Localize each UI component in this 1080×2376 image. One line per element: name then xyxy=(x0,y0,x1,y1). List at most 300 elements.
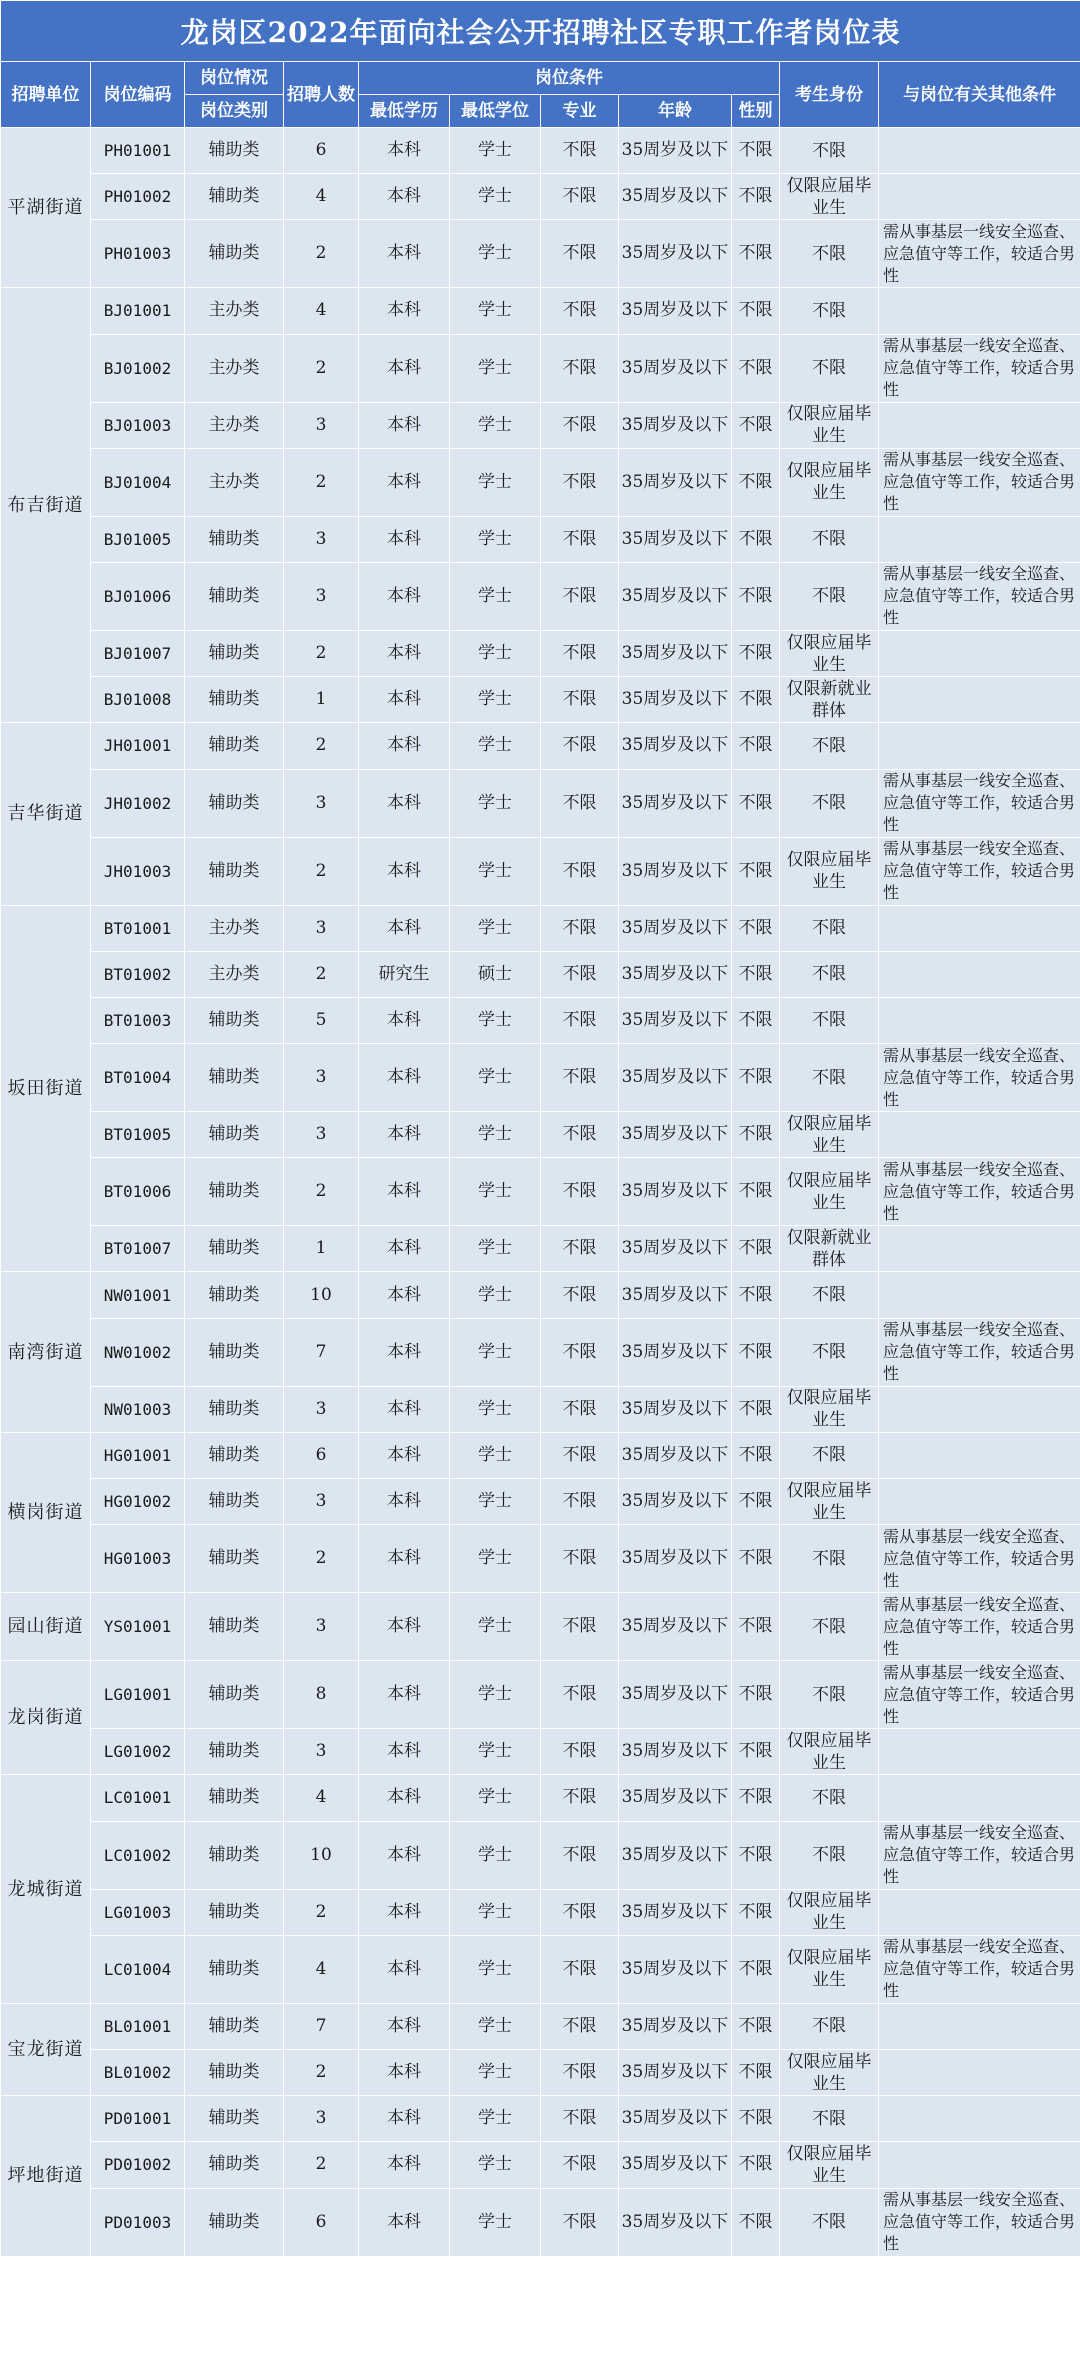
count-cell: 10 xyxy=(284,1272,359,1318)
unit-cell: 坪地街道 xyxy=(1,2096,91,2256)
gender-cell: 不限 xyxy=(732,334,780,402)
count-cell: 3 xyxy=(284,769,359,837)
other-conditions-cell xyxy=(879,677,1080,723)
other-conditions-cell xyxy=(879,288,1080,334)
degree-cell: 学士 xyxy=(450,1935,541,2003)
count-cell: 6 xyxy=(284,1432,359,1478)
other-conditions-cell xyxy=(879,1889,1080,1935)
gender-cell: 不限 xyxy=(732,1272,780,1318)
code-cell: BJ01002 xyxy=(91,334,185,402)
education-cell: 本科 xyxy=(359,677,450,723)
table-row xyxy=(1,1318,1080,1386)
table-row xyxy=(1,2142,1080,2188)
other-conditions-cell xyxy=(879,630,1080,676)
identity-cell: 仅限应届毕业生 xyxy=(780,837,879,905)
gender-cell: 不限 xyxy=(732,1593,780,1661)
other-conditions-cell: 需从事基层一线安全巡查、应急值守等工作，较适合男性 xyxy=(879,1525,1080,1593)
other-conditions-cell: 需从事基层一线安全巡查、应急值守等工作，较适合男性 xyxy=(879,1158,1080,1226)
code-cell: NW01001 xyxy=(91,1272,185,1318)
count-cell: 2 xyxy=(284,723,359,769)
degree-cell: 学士 xyxy=(450,174,541,220)
gender-cell: 不限 xyxy=(732,2188,780,2256)
unit-cell: 吉华街道 xyxy=(1,723,91,905)
age-cell: 35周岁及以下 xyxy=(619,1112,732,1158)
age-cell: 35周岁及以下 xyxy=(619,1272,732,1318)
education-cell: 本科 xyxy=(359,1386,450,1432)
count-cell: 2 xyxy=(284,1525,359,1593)
identity-cell: 不限 xyxy=(780,1661,879,1729)
other-conditions-cell xyxy=(879,1775,1080,1821)
table-row xyxy=(1,630,1080,676)
degree-cell: 学士 xyxy=(450,1729,541,1775)
degree-cell: 学士 xyxy=(450,128,541,174)
other-conditions-cell: 需从事基层一线安全巡查、应急值守等工作，较适合男性 xyxy=(879,2188,1080,2256)
major-cell: 不限 xyxy=(541,997,619,1043)
identity-cell: 仅限应届毕业生 xyxy=(780,630,879,676)
identity-cell: 不限 xyxy=(780,951,879,997)
identity-cell: 不限 xyxy=(780,128,879,174)
identity-cell: 不限 xyxy=(780,1432,879,1478)
age-cell: 35周岁及以下 xyxy=(619,1432,732,1478)
other-conditions-cell xyxy=(879,1226,1080,1272)
table-row xyxy=(1,2049,1080,2095)
category-cell: 辅助类 xyxy=(185,2142,284,2188)
count-cell: 5 xyxy=(284,997,359,1043)
code-cell: NW01003 xyxy=(91,1386,185,1432)
identity-cell: 仅限应届毕业生 xyxy=(780,2142,879,2188)
code-cell: BT01003 xyxy=(91,997,185,1043)
category-cell: 辅助类 xyxy=(185,220,284,288)
category-cell: 辅助类 xyxy=(185,1661,284,1729)
major-cell: 不限 xyxy=(541,562,619,630)
category-cell: 辅助类 xyxy=(185,2188,284,2256)
gender-cell: 不限 xyxy=(732,174,780,220)
count-cell: 3 xyxy=(284,516,359,562)
other-conditions-cell xyxy=(879,1479,1080,1525)
code-cell: JH01002 xyxy=(91,769,185,837)
gender-cell: 不限 xyxy=(732,516,780,562)
gender-cell: 不限 xyxy=(732,288,780,334)
category-cell: 辅助类 xyxy=(185,837,284,905)
code-cell: LG01002 xyxy=(91,1729,185,1775)
category-cell: 辅助类 xyxy=(185,1432,284,1478)
age-cell: 35周岁及以下 xyxy=(619,2003,732,2049)
count-cell: 1 xyxy=(284,677,359,723)
gender-cell: 不限 xyxy=(732,1226,780,1272)
degree-cell: 学士 xyxy=(450,2142,541,2188)
table-row xyxy=(1,677,1080,723)
other-conditions-cell xyxy=(879,402,1080,448)
age-cell: 35周岁及以下 xyxy=(619,1775,732,1821)
gender-cell: 不限 xyxy=(732,1729,780,1775)
education-cell: 本科 xyxy=(359,288,450,334)
count-cell: 3 xyxy=(284,562,359,630)
unit-cell: 布吉街道 xyxy=(1,288,91,723)
education-cell: 本科 xyxy=(359,1158,450,1226)
gender-cell: 不限 xyxy=(732,1318,780,1386)
age-cell: 35周岁及以下 xyxy=(619,128,732,174)
count-cell: 2 xyxy=(284,220,359,288)
count-cell: 3 xyxy=(284,1044,359,1112)
age-cell: 35周岁及以下 xyxy=(619,562,732,630)
identity-cell: 仅限应届毕业生 xyxy=(780,402,879,448)
category-cell: 辅助类 xyxy=(185,1112,284,1158)
major-cell: 不限 xyxy=(541,1593,619,1661)
degree-cell: 学士 xyxy=(450,1661,541,1729)
count-cell: 3 xyxy=(284,2096,359,2142)
identity-cell: 不限 xyxy=(780,997,879,1043)
unit-cell: 龙岗街道 xyxy=(1,1661,91,1775)
education-cell: 本科 xyxy=(359,1479,450,1525)
table-row xyxy=(1,1479,1080,1525)
gender-cell: 不限 xyxy=(732,1525,780,1593)
table-row xyxy=(1,1729,1080,1775)
age-cell: 35周岁及以下 xyxy=(619,334,732,402)
education-cell: 研究生 xyxy=(359,951,450,997)
education-cell: 本科 xyxy=(359,1889,450,1935)
education-cell: 本科 xyxy=(359,2049,450,2095)
code-cell: BT01005 xyxy=(91,1112,185,1158)
gender-cell: 不限 xyxy=(732,2003,780,2049)
code-cell: PD01003 xyxy=(91,2188,185,2256)
count-cell: 10 xyxy=(284,1821,359,1889)
count-cell: 2 xyxy=(284,951,359,997)
category-cell: 辅助类 xyxy=(185,1479,284,1525)
education-cell: 本科 xyxy=(359,220,450,288)
major-cell: 不限 xyxy=(541,951,619,997)
count-cell: 2 xyxy=(284,630,359,676)
identity-cell: 仅限应届毕业生 xyxy=(780,1935,879,2003)
table-row xyxy=(1,128,1080,174)
other-conditions-cell xyxy=(879,2049,1080,2095)
education-cell: 本科 xyxy=(359,516,450,562)
gender-cell: 不限 xyxy=(732,2096,780,2142)
gender-cell: 不限 xyxy=(732,769,780,837)
age-cell: 35周岁及以下 xyxy=(619,905,732,951)
major-cell: 不限 xyxy=(541,1386,619,1432)
category-cell: 辅助类 xyxy=(185,128,284,174)
identity-cell: 仅限应届毕业生 xyxy=(780,174,879,220)
table-row xyxy=(1,837,1080,905)
gender-cell: 不限 xyxy=(732,1889,780,1935)
education-cell: 本科 xyxy=(359,769,450,837)
table-body xyxy=(1,128,1080,2257)
degree-cell: 学士 xyxy=(450,1272,541,1318)
degree-cell: 学士 xyxy=(450,448,541,516)
major-cell: 不限 xyxy=(541,1044,619,1112)
other-conditions-cell xyxy=(879,723,1080,769)
code-cell: BJ01008 xyxy=(91,677,185,723)
code-cell: PH01003 xyxy=(91,220,185,288)
count-cell: 3 xyxy=(284,1593,359,1661)
code-cell: HG01002 xyxy=(91,1479,185,1525)
education-cell: 本科 xyxy=(359,128,450,174)
table-row xyxy=(1,2003,1080,2049)
identity-cell: 不限 xyxy=(780,334,879,402)
count-cell: 4 xyxy=(284,174,359,220)
age-cell: 35周岁及以下 xyxy=(619,677,732,723)
category-cell: 辅助类 xyxy=(185,630,284,676)
table-row xyxy=(1,1386,1080,1432)
degree-cell: 学士 xyxy=(450,516,541,562)
code-cell: PH01002 xyxy=(91,174,185,220)
other-conditions-cell xyxy=(879,128,1080,174)
education-cell: 本科 xyxy=(359,1272,450,1318)
major-cell: 不限 xyxy=(541,1226,619,1272)
table-row xyxy=(1,905,1080,951)
identity-cell: 不限 xyxy=(780,2188,879,2256)
count-cell: 3 xyxy=(284,1729,359,1775)
age-cell: 35周岁及以下 xyxy=(619,448,732,516)
table-row xyxy=(1,1525,1080,1593)
education-cell: 本科 xyxy=(359,174,450,220)
education-cell: 本科 xyxy=(359,1593,450,1661)
other-conditions-cell: 需从事基层一线安全巡查、应急值守等工作，较适合男性 xyxy=(879,334,1080,402)
major-cell: 不限 xyxy=(541,1525,619,1593)
gender-cell: 不限 xyxy=(732,1775,780,1821)
other-conditions-cell: 需从事基层一线安全巡查、应急值守等工作，较适合男性 xyxy=(879,1593,1080,1661)
table-row xyxy=(1,402,1080,448)
identity-cell: 不限 xyxy=(780,1272,879,1318)
identity-cell: 不限 xyxy=(780,2003,879,2049)
other-conditions-cell xyxy=(879,174,1080,220)
degree-cell: 学士 xyxy=(450,2096,541,2142)
other-conditions-cell: 需从事基层一线安全巡查、应急值守等工作，较适合男性 xyxy=(879,1935,1080,2003)
other-conditions-cell xyxy=(879,1432,1080,1478)
major-cell: 不限 xyxy=(541,1775,619,1821)
major-cell: 不限 xyxy=(541,1661,619,1729)
education-cell: 本科 xyxy=(359,1432,450,1478)
category-cell: 辅助类 xyxy=(185,1821,284,1889)
count-cell: 1 xyxy=(284,1226,359,1272)
unit-cell: 南湾街道 xyxy=(1,1272,91,1432)
code-cell: BJ01003 xyxy=(91,402,185,448)
gender-cell: 不限 xyxy=(732,677,780,723)
identity-cell: 不限 xyxy=(780,220,879,288)
table-row xyxy=(1,1272,1080,1318)
code-cell: BL01001 xyxy=(91,2003,185,2049)
degree-cell: 学士 xyxy=(450,1821,541,1889)
gender-cell: 不限 xyxy=(732,1158,780,1226)
other-conditions-cell: 需从事基层一线安全巡查、应急值守等工作，较适合男性 xyxy=(879,1661,1080,1729)
major-cell: 不限 xyxy=(541,905,619,951)
unit-cell: 宝龙街道 xyxy=(1,2003,91,2095)
education-cell: 本科 xyxy=(359,2142,450,2188)
education-cell: 本科 xyxy=(359,1226,450,1272)
other-conditions-cell: 需从事基层一线安全巡查、应急值守等工作，较适合男性 xyxy=(879,562,1080,630)
gender-cell: 不限 xyxy=(732,1432,780,1478)
code-cell: JH01001 xyxy=(91,723,185,769)
degree-cell: 学士 xyxy=(450,1525,541,1593)
header-category: 岗位类别 xyxy=(185,95,284,128)
code-cell: BJ01004 xyxy=(91,448,185,516)
major-cell: 不限 xyxy=(541,220,619,288)
table-row xyxy=(1,516,1080,562)
table-row xyxy=(1,1044,1080,1112)
category-cell: 辅助类 xyxy=(185,174,284,220)
category-cell: 辅助类 xyxy=(185,1226,284,1272)
count-cell: 2 xyxy=(284,334,359,402)
unit-cell: 横岗街道 xyxy=(1,1432,91,1592)
identity-cell: 不限 xyxy=(780,516,879,562)
degree-cell: 学士 xyxy=(450,1479,541,1525)
major-cell: 不限 xyxy=(541,2096,619,2142)
gender-cell: 不限 xyxy=(732,723,780,769)
degree-cell: 学士 xyxy=(450,1386,541,1432)
count-cell: 3 xyxy=(284,905,359,951)
major-cell: 不限 xyxy=(541,1889,619,1935)
table-row xyxy=(1,562,1080,630)
count-cell: 6 xyxy=(284,2188,359,2256)
category-cell: 辅助类 xyxy=(185,1044,284,1112)
gender-cell: 不限 xyxy=(732,1386,780,1432)
gender-cell: 不限 xyxy=(732,220,780,288)
table-row xyxy=(1,1112,1080,1158)
category-cell: 辅助类 xyxy=(185,1386,284,1432)
header-gender: 性别 xyxy=(732,95,780,128)
unit-cell: 坂田街道 xyxy=(1,905,91,1272)
count-cell: 2 xyxy=(284,1158,359,1226)
education-cell: 本科 xyxy=(359,1044,450,1112)
age-cell: 35周岁及以下 xyxy=(619,1044,732,1112)
gender-cell: 不限 xyxy=(732,837,780,905)
age-cell: 35周岁及以下 xyxy=(619,1226,732,1272)
code-cell: PH01001 xyxy=(91,128,185,174)
category-cell: 主办类 xyxy=(185,905,284,951)
unit-cell: 园山街道 xyxy=(1,1593,91,1661)
identity-cell: 仅限应届毕业生 xyxy=(780,1479,879,1525)
major-cell: 不限 xyxy=(541,1935,619,2003)
table-row xyxy=(1,1226,1080,1272)
major-cell: 不限 xyxy=(541,769,619,837)
identity-cell: 仅限应届毕业生 xyxy=(780,1729,879,1775)
major-cell: 不限 xyxy=(541,1729,619,1775)
code-cell: BT01001 xyxy=(91,905,185,951)
education-cell: 本科 xyxy=(359,723,450,769)
count-cell: 2 xyxy=(284,2049,359,2095)
code-cell: PD01001 xyxy=(91,2096,185,2142)
major-cell: 不限 xyxy=(541,723,619,769)
age-cell: 35周岁及以下 xyxy=(619,1889,732,1935)
age-cell: 35周岁及以下 xyxy=(619,2096,732,2142)
degree-cell: 学士 xyxy=(450,1593,541,1661)
table-row xyxy=(1,1889,1080,1935)
identity-cell: 仅限应届毕业生 xyxy=(780,1889,879,1935)
other-conditions-cell xyxy=(879,2142,1080,2188)
education-cell: 本科 xyxy=(359,2096,450,2142)
count-cell: 3 xyxy=(284,402,359,448)
age-cell: 35周岁及以下 xyxy=(619,1593,732,1661)
header-unit: 招聘单位 xyxy=(1,62,91,128)
code-cell: BL01002 xyxy=(91,2049,185,2095)
gender-cell: 不限 xyxy=(732,1661,780,1729)
table-row xyxy=(1,723,1080,769)
table-row xyxy=(1,1935,1080,2003)
education-cell: 本科 xyxy=(359,1935,450,2003)
code-cell: BT01002 xyxy=(91,951,185,997)
major-cell: 不限 xyxy=(541,1479,619,1525)
count-cell: 3 xyxy=(284,1386,359,1432)
identity-cell: 不限 xyxy=(780,769,879,837)
code-cell: BJ01007 xyxy=(91,630,185,676)
degree-cell: 学士 xyxy=(450,288,541,334)
identity-cell: 仅限新就业群体 xyxy=(780,677,879,723)
count-cell: 2 xyxy=(284,1889,359,1935)
header-code: 岗位编码 xyxy=(91,62,185,128)
category-cell: 辅助类 xyxy=(185,1775,284,1821)
major-cell: 不限 xyxy=(541,402,619,448)
table-row xyxy=(1,448,1080,516)
table-row xyxy=(1,1432,1080,1478)
education-cell: 本科 xyxy=(359,630,450,676)
category-cell: 主办类 xyxy=(185,334,284,402)
table-row xyxy=(1,220,1080,288)
other-conditions-cell xyxy=(879,905,1080,951)
identity-cell: 不限 xyxy=(780,1525,879,1593)
count-cell: 3 xyxy=(284,1479,359,1525)
category-cell: 辅助类 xyxy=(185,997,284,1043)
other-conditions-cell: 需从事基层一线安全巡查、应急值守等工作，较适合男性 xyxy=(879,769,1080,837)
education-cell: 本科 xyxy=(359,905,450,951)
code-cell: HG01003 xyxy=(91,1525,185,1593)
code-cell: BJ01006 xyxy=(91,562,185,630)
table-row xyxy=(1,997,1080,1043)
gender-cell: 不限 xyxy=(732,1479,780,1525)
other-conditions-cell xyxy=(879,951,1080,997)
code-cell: LG01001 xyxy=(91,1661,185,1729)
degree-cell: 学士 xyxy=(450,2003,541,2049)
degree-cell: 学士 xyxy=(450,1112,541,1158)
header-count: 招聘人数 xyxy=(284,62,359,128)
table-row xyxy=(1,951,1080,997)
gender-cell: 不限 xyxy=(732,1935,780,2003)
count-cell: 6 xyxy=(284,128,359,174)
age-cell: 35周岁及以下 xyxy=(619,402,732,448)
major-cell: 不限 xyxy=(541,2188,619,2256)
degree-cell: 学士 xyxy=(450,220,541,288)
age-cell: 35周岁及以下 xyxy=(619,2188,732,2256)
gender-cell: 不限 xyxy=(732,1112,780,1158)
count-cell: 3 xyxy=(284,1112,359,1158)
identity-cell: 不限 xyxy=(780,905,879,951)
degree-cell: 学士 xyxy=(450,723,541,769)
category-cell: 主办类 xyxy=(185,288,284,334)
degree-cell: 学士 xyxy=(450,1158,541,1226)
age-cell: 35周岁及以下 xyxy=(619,1661,732,1729)
age-cell: 35周岁及以下 xyxy=(619,1479,732,1525)
degree-cell: 学士 xyxy=(450,2049,541,2095)
table-row xyxy=(1,2096,1080,2142)
code-cell: BJ01001 xyxy=(91,288,185,334)
header-situation: 岗位情况 xyxy=(185,62,284,95)
code-cell: PD01002 xyxy=(91,2142,185,2188)
degree-cell: 学士 xyxy=(450,997,541,1043)
other-conditions-cell xyxy=(879,1729,1080,1775)
other-conditions-cell xyxy=(879,2096,1080,2142)
count-cell: 4 xyxy=(284,1935,359,2003)
degree-cell: 学士 xyxy=(450,1318,541,1386)
identity-cell: 不限 xyxy=(780,2096,879,2142)
count-cell: 7 xyxy=(284,1318,359,1386)
education-cell: 本科 xyxy=(359,448,450,516)
identity-cell: 不限 xyxy=(780,562,879,630)
age-cell: 35周岁及以下 xyxy=(619,1935,732,2003)
count-cell: 2 xyxy=(284,837,359,905)
identity-cell: 仅限应届毕业生 xyxy=(780,2049,879,2095)
degree-cell: 学士 xyxy=(450,334,541,402)
table-row xyxy=(1,1593,1080,1661)
major-cell: 不限 xyxy=(541,2003,619,2049)
